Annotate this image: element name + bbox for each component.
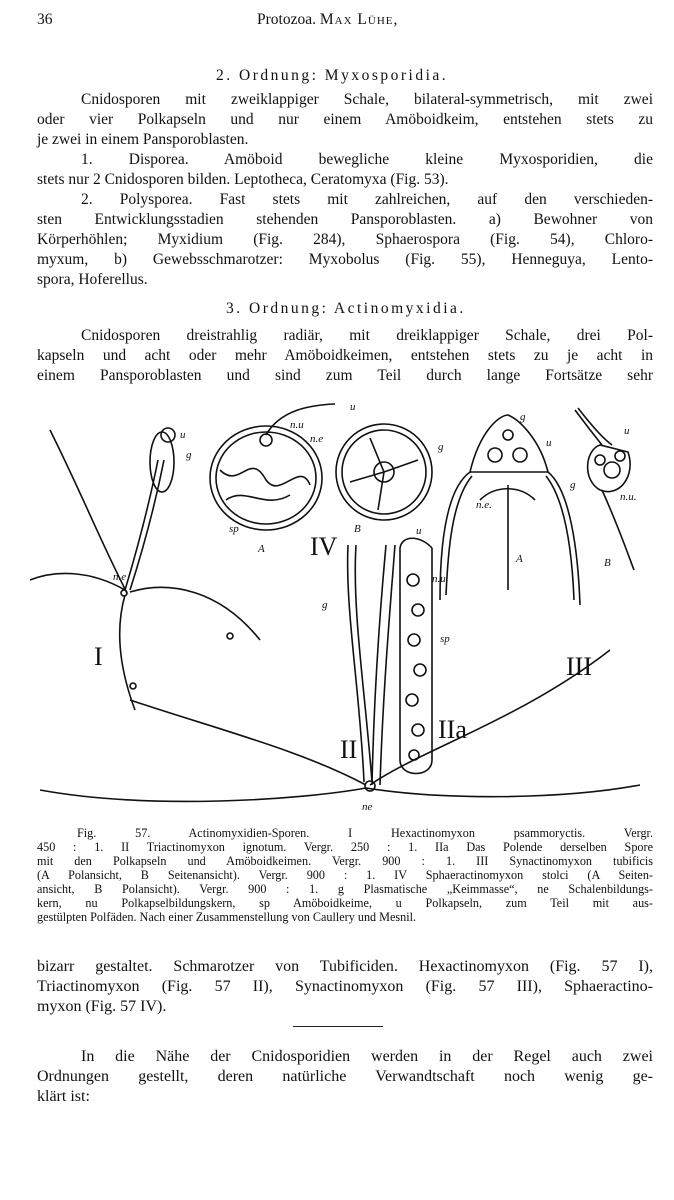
label-g-II: g [322,599,328,611]
after-line-2: Triactinomyxon (Fig. 57 II), Synactinomyxon (Fig. 57 III), Sphaeractino- [37,978,653,995]
caption-line-7: gestülpten Polfäden. Nach einer Zusammenstellung von Caullery und Mesnil. [37,910,417,924]
polysporea-line-4: myxum, b) Gewebsschmarotzer: Myxobolus (Fig. 55), Henneguya, Lento- [37,251,653,268]
label-A-III: A [516,553,523,565]
fig-IV-B-sphaeractinomyxon [336,424,432,520]
roman-I: I [94,642,103,671]
actinomyxidia-heading: 3. Ordnung: Actinomyxidia. [226,300,466,317]
next-line-3: klärt ist: [37,1088,90,1105]
fig-IIa-polende [400,538,432,773]
disporea-line-2: stets nur 2 Cnidosporen bilden. Leptotheca, Ceratomyxa (Fig. 53). [37,171,449,188]
caption-line-2: 450 : 1. II Triactinomyxon ignotum. Vergr. 250 : 1. IIa Das Polende derselben Spore [37,840,653,854]
myxo-line-2: oder vier Polkapseln und nur einem Amöboidkeim, entstehen stets zu [37,111,653,128]
roman-IIa: IIa [438,715,467,744]
label-ne-IV: n.e [310,433,324,445]
roman-IV: IV [310,532,338,561]
label-g-III: g [520,411,526,423]
label-sp-IV: sp [229,523,239,535]
label-ne-III: n.e. [476,499,492,511]
page-number: 36 [37,11,53,28]
figure-57-illustration [0,390,674,820]
disporea-line-1: 1. Disporea. Amöboid bewegliche kleine Myxosporidien, die [81,151,653,168]
myxosporidia-heading: 2. Ordnung: Myxosporidia. [216,67,449,84]
polysporea-line-3: Körperhöhlen; Myxidium (Fig. 284), Sphaerospora (Fig. 54), Chloro- [37,231,653,248]
polysporea-line-1: 2. Polysporea. Fast stets mit zahlreichen, auf den verschieden- [81,191,653,208]
polysporea-line-5: spora, Hoferellus. [37,271,148,288]
label-g-I: g [186,449,192,461]
roman-II: II [340,735,358,764]
caption-line-4: (A Polansicht, B Seitenansicht). Vergr. 900 : 1. IV Sphaeractinomyxon stolci (A Seiten- [37,868,653,882]
caption-line-3: mit den Polkapseln und Amöboidkeimen. Vergr. 900 : 1. III Synactinomyxon tubificis [37,854,653,868]
next-line-1: In die Nähe der Cnidosporidien werden in der Regel auch zwei [81,1048,653,1065]
label-B-IV: B [354,523,361,535]
section-divider [293,1026,383,1027]
label-u-III: u [546,437,552,449]
myxo-line-3: je zwei in einem Pansporoblasten. [37,131,249,148]
caption-line-6: kern, nu Polkapselbildungskern, sp Amöboidkeime, u Polkapseln, zum Teil mit aus- [37,896,653,910]
author-name: Max Lühe, [319,11,399,28]
label-nu-IV: n.u [290,419,304,431]
label-sp-II: sp [440,633,450,645]
label-u-IVB: u [350,401,356,413]
running-title-text: Protozoa. [257,11,316,28]
fig-III-A-synactinomyxon [440,415,580,605]
label-ne-I: n.e [113,571,127,583]
after-line-3: myxon (Fig. 57 IV). [37,998,167,1015]
label-g-IIIB: g [570,479,576,491]
label-B-III: B [604,557,611,569]
caption-line-5: ansicht, B Polansicht). Vergr. 900 : 1. g Plasmatische „Keimmasse“, ne Schalenbildungs- [37,882,653,896]
label-nu-II: n.u [432,573,446,585]
label-u-IIIB: u [624,425,630,437]
fig-IV-A-sphaeractinomyxon [210,404,335,530]
actino-line-1: Cnidosporen dreistrahlig radiär, mit dreiklappiger Schale, drei Pol- [81,327,653,344]
fig-I-hexactinomyxon [30,428,260,710]
roman-III: III [566,652,592,681]
label-g-IVB: g [438,441,444,453]
polysporea-line-2: sten Entwicklungsstadien stehenden Pansporoblasten. a) Bewohner von [37,211,653,228]
running-title [257,11,398,29]
label-u-II: u [416,525,422,537]
label-ne-II: ne [362,801,373,813]
myxo-line-1: Cnidosporen mit zweiklappiger Schale, bilateral-symmetrisch, mit zwei [81,91,653,108]
next-line-2: Ordnungen gestellt, deren natürliche Verwandtschaft noch wenig ge- [37,1068,653,1085]
after-line-1: bizarr gestaltet. Schmarotzer von Tubificiden. Hexactinomyxon (Fig. 57 I), [37,958,653,975]
actino-line-3: einem Pansporoblasten und sind zum Teil durch lange Fortsätze sehr [37,367,653,384]
label-A-IV: A [258,543,265,555]
label-u-I: u [180,429,186,441]
caption-line-1: Fig. 57. Actinomyxidien-Sporen. I Hexactinomyxon psammoryctis. Vergr. [77,826,653,840]
actino-line-2: kapseln und acht oder mehr Amöboidkeimen, entstehen stets zu je acht in [37,347,653,364]
label-nu-IIIB: n.u. [620,491,637,503]
